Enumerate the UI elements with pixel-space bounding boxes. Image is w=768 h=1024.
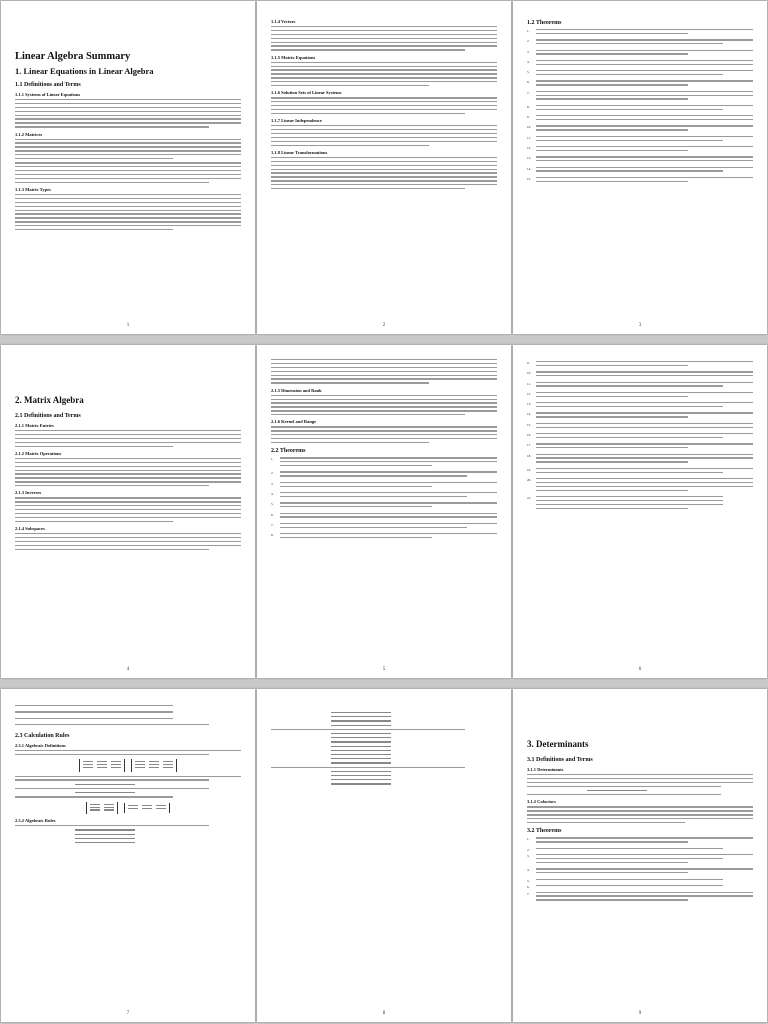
subsection-heading: 1.1.2 Matrices (15, 131, 43, 137)
paragraph (271, 157, 497, 189)
section-heading: 2.1 Definitions and Terms (15, 413, 81, 419)
page-number: 1 (126, 323, 130, 328)
paragraph (15, 194, 241, 230)
equation (271, 750, 497, 751)
page-number: 8 (382, 1011, 386, 1016)
paragraph (15, 796, 241, 797)
subsection-heading: 1.1.4 Vectors (271, 19, 296, 24)
page-number: 7 (126, 1011, 130, 1016)
equation (271, 762, 497, 763)
page-number: 2 (382, 323, 386, 328)
equation (15, 838, 241, 839)
paragraph (15, 139, 241, 160)
section-heading: 1.2 Theorems (527, 20, 562, 26)
page-7 (1, 689, 255, 1022)
chapter-heading: 3. Determinants (527, 739, 589, 749)
equation (271, 716, 497, 717)
paragraph (271, 426, 497, 443)
page-1 (1, 1, 255, 334)
paragraph (15, 533, 241, 550)
paragraph (15, 776, 241, 781)
paragraph (15, 430, 241, 447)
page-number: 3 (638, 323, 642, 328)
subsection-heading: 1.1.7 Linear Independence (271, 118, 322, 124)
equation (15, 829, 241, 830)
equation (15, 792, 241, 793)
subsection-heading: 3.1.2 Cofactors (527, 799, 556, 805)
paragraph (271, 767, 497, 768)
equation (15, 842, 241, 843)
paragraph (527, 774, 753, 787)
equation (271, 783, 497, 784)
paragraph (15, 99, 241, 128)
equation (271, 741, 497, 742)
paragraph (271, 729, 497, 730)
equation (271, 771, 497, 772)
document-title: Linear Algebra Summary (15, 51, 131, 62)
equation (527, 790, 753, 791)
page-3 (513, 1, 767, 334)
subsection-heading: 2.3.1 Algebraic Definitions (15, 743, 66, 749)
subsection-heading: 2.1.2 Matrix Operations (15, 450, 62, 456)
page-2 (257, 1, 511, 334)
equation (271, 720, 497, 721)
subsection-heading: 3.1.1 Determinants (527, 767, 564, 772)
paragraph (527, 794, 753, 795)
section-heading: 3.2 Theorems (527, 828, 562, 835)
page-number: 4 (126, 667, 130, 672)
page-9 (513, 689, 767, 1022)
subsection-heading: 2.1.3 Inverses (15, 490, 42, 496)
section-heading: 1.1 Definitions and Terms (15, 82, 81, 88)
paragraph (527, 806, 753, 823)
paragraph (271, 395, 497, 416)
subsection-heading: 2.1.5 Dimension and Rank (271, 387, 322, 393)
page-number: 6 (638, 667, 642, 672)
subsection-heading: 2.1.1 Matrix Entries (15, 423, 54, 428)
equation (271, 779, 497, 780)
equation (15, 784, 241, 785)
paragraph (271, 26, 497, 51)
page-4 (1, 345, 255, 678)
item-list (15, 705, 241, 728)
equation (271, 754, 497, 755)
theorem-list: 9. 10. 11. 12. 13. 14. 15. 16. 17. 18. 19. 20. 21. (527, 361, 753, 512)
page-5 (257, 345, 511, 678)
paragraph (15, 497, 241, 522)
equation (271, 712, 497, 713)
subsection-heading: 1.1.5 Matrix Equations (271, 54, 316, 60)
section-heading: 3.1 Definitions and Terms (527, 757, 593, 763)
subsection-heading: 1.1.3 Matrix Types (15, 187, 51, 193)
theorem-list: 1. 2. 3. 4. 5. 6. 7. 8. 9. 10. 11. 12. 13. 14. 15. (527, 29, 753, 185)
subsection-heading: 1.1.1 Systems of Linear Equations (15, 92, 81, 97)
theorem-list: 1. 2. 3. 4. 5. 6. 7. 8. (271, 457, 497, 541)
page-8 (257, 689, 511, 1022)
paragraph (15, 458, 241, 487)
subsection-heading: 1.1.8 Linear Transformations (271, 149, 328, 155)
page-number: 9 (638, 1011, 642, 1016)
paragraph (271, 62, 497, 87)
equation (271, 733, 497, 734)
equation (271, 775, 497, 776)
paragraph (15, 750, 241, 755)
subsection-heading: 2.3.2 Algebraic Rules (15, 818, 56, 824)
equation (271, 758, 497, 759)
matrix-transpose (15, 802, 241, 814)
equation (271, 737, 497, 738)
matrix-equation (15, 759, 241, 771)
page-6 (513, 345, 767, 678)
paragraph (271, 125, 497, 146)
chapter-heading: 2. Matrix Algebra (15, 395, 84, 405)
paragraph (271, 97, 497, 114)
paragraph (271, 359, 497, 384)
paragraph (15, 825, 241, 826)
theorem-list: 1. 2. 3. 4. 5. 6. 7. (527, 837, 753, 903)
subsection-heading: 2.1.4 Subspaces (15, 526, 45, 532)
paragraph (15, 788, 241, 789)
subsection-heading: 2.1.6 Kernel and Range (271, 419, 317, 425)
paragraph (15, 162, 241, 183)
equation (271, 746, 497, 747)
section-heading: 2.2 Theorems (271, 448, 306, 455)
chapter-heading: 1. Linear Equations in Linear Algebra (15, 66, 154, 76)
section-heading: 2.3 Calculation Rules (15, 733, 70, 740)
equation (15, 834, 241, 835)
page-number: 5 (382, 667, 386, 672)
equation (271, 725, 497, 726)
subsection-heading: 1.1.6 Solution Sets of Linear Systems (271, 90, 342, 96)
